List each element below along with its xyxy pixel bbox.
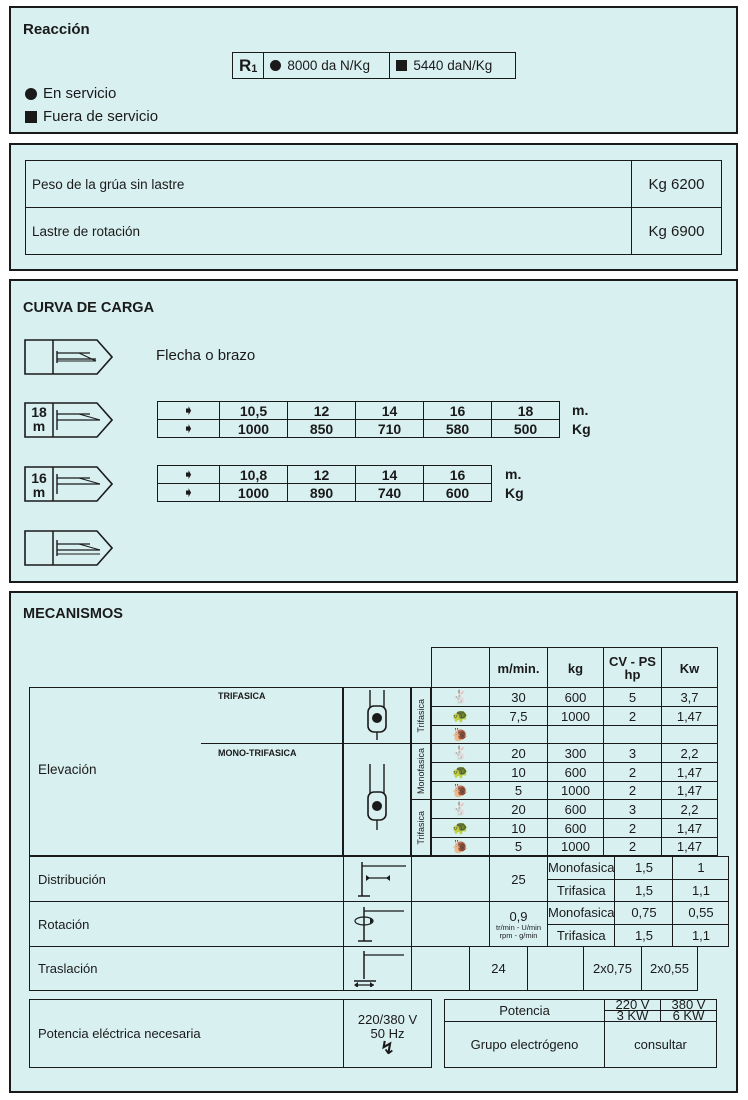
load-row [158, 484, 492, 502]
traslacion-label: Traslación [30, 947, 344, 991]
speed-cell [490, 726, 548, 744]
empty-cell [412, 857, 490, 902]
square-icon [396, 60, 407, 71]
speed-cell: 25 [490, 857, 548, 902]
load-table-16m [157, 465, 492, 502]
hoist-motor-icon [344, 744, 410, 855]
kw-cell: 2,2 [662, 744, 718, 763]
monofasica-vertical-label: Monofasica [416, 748, 426, 795]
load-table-18m [157, 401, 560, 438]
cv-cell: 1,5 [615, 924, 673, 947]
speed-cell: 7,5 [490, 707, 548, 726]
r1-en-servicio: 8000 da N/Kg [264, 53, 390, 78]
speed-cell: 24 [470, 947, 528, 991]
legend-en-servicio: En servicio [25, 85, 116, 102]
elevacion-table [431, 687, 718, 856]
flecha-label: Flecha o brazo [156, 347, 256, 364]
speed-cell: 5 [490, 782, 548, 800]
kg-cell: 600 [548, 763, 604, 782]
square-icon [25, 111, 37, 123]
kw-cell: 1,1 [673, 924, 729, 947]
kw-cell: 1,47 [662, 782, 718, 800]
load-cell: 500 [492, 420, 560, 438]
speed-cell: 20 [490, 744, 548, 763]
traslacion-table [29, 946, 698, 991]
table-row [432, 819, 718, 838]
cv-cell: 1,5 [615, 879, 673, 902]
legend-fuera-servicio: Fuera de servicio [25, 108, 158, 125]
arrow-right-icon: ➧ [158, 484, 220, 502]
table-row [30, 947, 698, 991]
mecanismos-title: MECANISMOS [23, 606, 123, 622]
kw-cell: 1,1 [673, 879, 729, 902]
monofasica-vertical-cell [411, 743, 431, 800]
grupo-value: consultar [605, 1022, 717, 1068]
distance-cell: 18 [492, 402, 560, 420]
kw-cell [662, 726, 718, 744]
hare-icon: 🐇 [432, 744, 490, 763]
kw-cell: 1 [673, 857, 729, 880]
turtle-icon: 🐢 [432, 763, 490, 782]
kg-cell: 1000 [548, 707, 604, 726]
load-cell: 1000 [220, 420, 288, 438]
grupo-label: Grupo electrógeno [445, 1022, 605, 1068]
table-row [445, 1022, 717, 1068]
cv-cell: 3 [604, 744, 662, 763]
speed-cell: 5 [490, 838, 548, 856]
distance-cell: 16 [424, 402, 492, 420]
rotacion-table [29, 901, 729, 947]
type-cell: Monofasica [548, 902, 615, 925]
kw-cell: 2,2 [662, 800, 718, 819]
travel-icon [344, 947, 412, 991]
grupo-table [444, 999, 717, 1068]
type-cell: Monofasica [548, 857, 615, 880]
peso-table [25, 160, 722, 255]
header-icon-cell [432, 648, 490, 689]
cv-cell: 2x0,75 [584, 947, 642, 991]
trifasica-vertical-cell [411, 799, 431, 856]
snail-icon: 🐌 [432, 838, 490, 856]
reaccion-title: Reacción [23, 21, 90, 38]
curva-title: CURVA DE CARGA [23, 300, 155, 316]
header-cv: CV - PS hp [604, 648, 662, 689]
kw6-cell: 6 KW [661, 1011, 717, 1022]
kw-cell: 3,7 [662, 688, 718, 707]
cv-cell: 2 [604, 763, 662, 782]
trifasica-vertical-label: Trifasica [416, 698, 426, 733]
curva-panel [9, 279, 738, 583]
peso-row [26, 161, 722, 208]
r1-fuera-servicio: 5440 daN/Kg [390, 53, 515, 78]
circle-icon [270, 60, 281, 71]
boom-length-16: 16 m [31, 470, 47, 500]
distance-cell: 16 [424, 466, 492, 484]
reaccion-panel [9, 6, 738, 134]
table-row [30, 857, 729, 880]
load-cell: 710 [356, 420, 424, 438]
kg-cell: 600 [548, 819, 604, 838]
header-speed: m/min. [490, 648, 548, 689]
cv-cell: 0,75 [615, 902, 673, 925]
lastre-value: Kg 6900 [632, 208, 722, 255]
cv-cell: 3 [604, 800, 662, 819]
empty-cell [412, 947, 470, 991]
lastre-row [26, 208, 722, 255]
kg-cell: 1000 [548, 782, 604, 800]
load-row [158, 420, 560, 438]
distance-row [158, 466, 492, 484]
load-cell: 1000 [220, 484, 288, 502]
unit-distance: m. [505, 466, 522, 482]
table-row [432, 763, 718, 782]
elevacion-label: Elevación [38, 762, 97, 777]
empty-cell [412, 902, 490, 947]
speed-cell: 30 [490, 688, 548, 707]
speed-cell: 10 [490, 763, 548, 782]
cv-cell: 1,5 [615, 857, 673, 880]
load-cell: 740 [356, 484, 424, 502]
trifasica-vertical-cell [411, 687, 431, 744]
distance-cell: 14 [356, 466, 424, 484]
cv-cell: 2 [604, 782, 662, 800]
kw-cell: 1,47 [662, 763, 718, 782]
r1-label: R 1 [233, 53, 264, 78]
snail-icon: 🐌 [432, 782, 490, 800]
slewing-icon [344, 902, 412, 947]
kw3-cell: 3 KW [605, 1011, 661, 1022]
load-cell: 580 [424, 420, 492, 438]
potencia-label: Potencia eléctrica necesaria [30, 1000, 344, 1068]
type-cell: Trifasica [548, 879, 615, 902]
crane-boom-icon [24, 530, 113, 566]
distance-cell: 12 [288, 402, 356, 420]
kg-cell [548, 726, 604, 744]
kg-cell: 1000 [548, 838, 604, 856]
table-row [432, 744, 718, 763]
hoist-icon-cell [343, 743, 411, 856]
unit-load: Kg [572, 421, 591, 437]
trifasica-title: TRIFASICA [218, 691, 266, 701]
table-row [432, 707, 718, 726]
v380-cell: 380 V [661, 1000, 717, 1011]
table-row [30, 1000, 432, 1068]
snail-icon: 🐌 [432, 726, 490, 744]
load-cell: 890 [288, 484, 356, 502]
distance-cell: 10,5 [220, 402, 288, 420]
circle-icon [25, 88, 37, 100]
kw-cell: 1,47 [662, 819, 718, 838]
lastre-label: Lastre de rotación [26, 208, 632, 255]
speed-cell: 0,9 tr/min - U/min rpm - g/min [490, 902, 548, 947]
speed-cell: 20 [490, 800, 548, 819]
peso-label: Peso de la grúa sin lastre [26, 161, 632, 208]
potencia-sub-label: Potencia [445, 1000, 605, 1022]
trifasica-vertical-label: Trifasica [416, 810, 426, 845]
arrow-right-icon: ➧ [158, 420, 220, 438]
peso-panel [9, 143, 738, 271]
hoist-icon-cell [343, 687, 411, 744]
potencia-table [29, 999, 432, 1068]
table-row [432, 688, 718, 707]
kg-cell: 600 [548, 800, 604, 819]
rotacion-label: Rotación [30, 902, 344, 947]
load-cell: 600 [424, 484, 492, 502]
table-row [432, 838, 718, 856]
r1-box [232, 52, 516, 79]
hoist-motor-icon [344, 688, 410, 743]
elevacion-label-cell [29, 687, 343, 856]
lightning-icon: ↯ [379, 1037, 396, 1058]
cv-cell: 2 [604, 838, 662, 856]
mono-trifasica-title: MONO-TRIFASICA [218, 748, 297, 758]
distance-cell: 12 [288, 466, 356, 484]
kw-cell: 2x0,55 [642, 947, 698, 991]
table-row [432, 726, 718, 744]
empty-cell [528, 947, 584, 991]
table-row [30, 902, 729, 925]
voltage-cell: 220/380 V 50 Hz ↯ [344, 1000, 432, 1068]
mecanismos-panel [9, 591, 738, 1093]
kw-cell: 0,55 [673, 902, 729, 925]
load-cell: 850 [288, 420, 356, 438]
cv-cell: 5 [604, 688, 662, 707]
peso-value: Kg 6200 [632, 161, 722, 208]
turtle-icon: 🐢 [432, 707, 490, 726]
turtle-icon: 🐢 [432, 819, 490, 838]
hare-icon: 🐇 [432, 800, 490, 819]
arrow-right-icon: ➧ [158, 402, 220, 420]
distance-row [158, 402, 560, 420]
distance-cell: 10,8 [220, 466, 288, 484]
crane-boom-icon [24, 339, 113, 375]
speed-cell: 10 [490, 819, 548, 838]
cv-cell [604, 726, 662, 744]
mecanismos-header [431, 647, 718, 689]
distance-cell: 14 [356, 402, 424, 420]
kw-cell: 1,47 [662, 707, 718, 726]
divider [201, 743, 343, 744]
unit-distance: m. [572, 402, 589, 418]
distribucion-label: Distribución [30, 857, 344, 902]
hare-icon: 🐇 [432, 688, 490, 707]
header-kw: Kw [662, 648, 718, 689]
kg-cell: 600 [548, 688, 604, 707]
arrow-right-icon: ➧ [158, 466, 220, 484]
kw-cell: 1,47 [662, 838, 718, 856]
distribucion-table [29, 856, 729, 902]
unit-load: Kg [505, 485, 524, 501]
table-row [432, 800, 718, 819]
trolley-icon [344, 857, 412, 902]
cv-cell: 2 [604, 819, 662, 838]
boom-length-18: 18 m [31, 404, 47, 434]
table-row [432, 782, 718, 800]
type-cell: Trifasica [548, 924, 615, 947]
kg-cell: 300 [548, 744, 604, 763]
v220-cell: 220 V [605, 1000, 661, 1011]
cv-cell: 2 [604, 707, 662, 726]
header-kg: kg [548, 648, 604, 689]
